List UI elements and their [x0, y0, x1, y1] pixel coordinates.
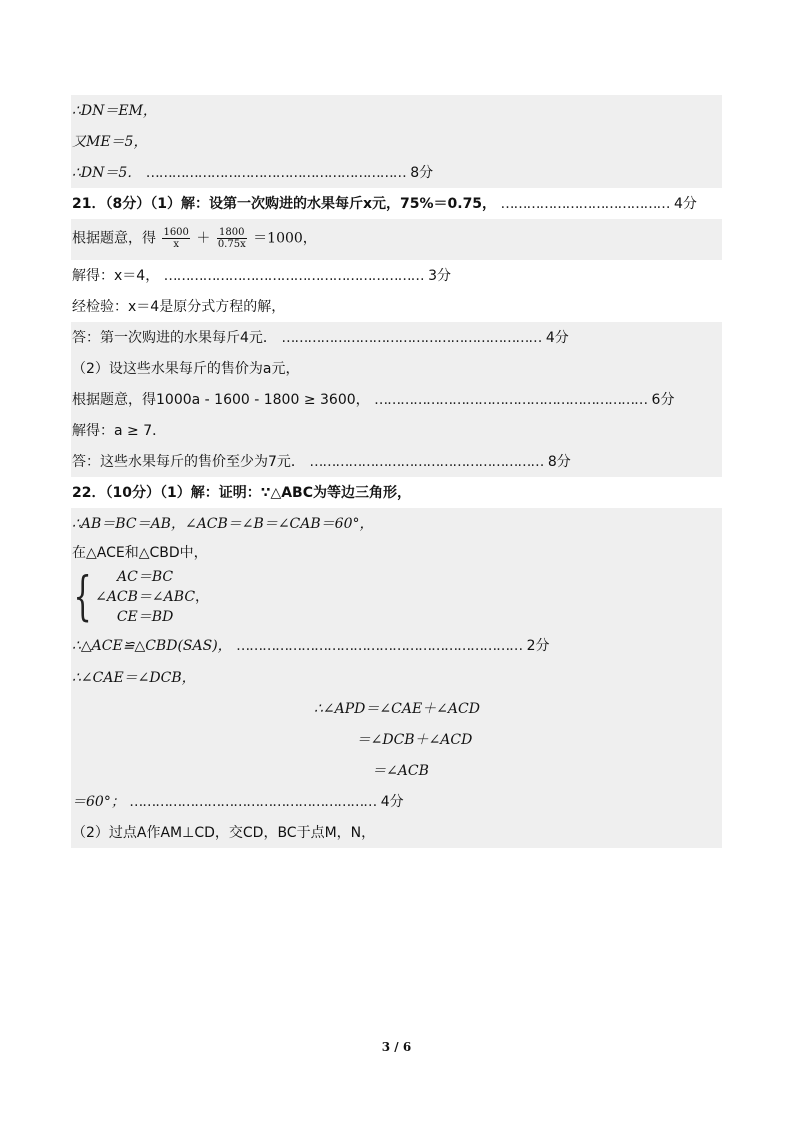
line-text: ∴△ACE≌△CBD(SAS)， — [72, 638, 232, 654]
question-21-header — [71, 188, 722, 219]
plus-sign: ＋ — [196, 230, 211, 247]
line-text: ＝∠DCB＋∠ACD — [356, 732, 473, 748]
fraction-numerator: 1800 — [217, 227, 247, 239]
line-text: （2）设这些水果每斤的售价为a元， — [72, 361, 300, 377]
line-text: （2）过点A作AM⊥CD，交CD，BC于点M，N， — [72, 825, 376, 841]
left-brace-icon: { — [73, 567, 92, 627]
line-angle-dcb — [71, 724, 722, 755]
score-label: 4分 — [673, 196, 697, 212]
score-label: 4分 — [380, 794, 404, 810]
score-leader: …………………………………………………… — [145, 165, 406, 181]
score-label: 6分 — [651, 392, 675, 408]
question-text: 21．（8分）（1）解：设第一次购进的水果每斤x元，75%＝0.75， — [72, 196, 497, 212]
score-leader: ………………………………………………… — [129, 794, 377, 810]
line-text: 答：第一次购进的水果每斤4元． — [72, 330, 277, 346]
line-equal-sides — [71, 508, 722, 539]
line-text: ∴AB＝BC＝AB，∠ACB＝∠B＝∠CAB＝60°， — [72, 516, 374, 532]
score-leader: …………………………………………………… — [281, 330, 542, 346]
line-text: ∴DN＝5． — [72, 165, 142, 181]
score-leader: ……………………………………………………… — [374, 392, 648, 408]
line-answer-2 — [71, 446, 722, 477]
line-text: 根据题意，得 — [72, 230, 156, 247]
score-label: 8分 — [410, 165, 434, 181]
line-angle-acb — [71, 755, 722, 786]
line-text: 经检验：x＝4是原分式方程的解， — [72, 299, 286, 315]
line-equation-setup — [71, 219, 722, 260]
page-number: 3 / 6 — [381, 1040, 412, 1054]
score-label: 3分 — [428, 268, 452, 284]
line-text: ＝∠ACB — [372, 763, 429, 779]
line-60-degrees — [71, 786, 722, 817]
line-text: 根据题意，得1000a - 1600 - 1800 ≥ 3600， — [72, 392, 370, 408]
question-22-header — [71, 477, 722, 508]
system-comma: ， — [195, 589, 210, 605]
question-text: 22．（10分）（1）解：证明：∵△ABC为等边三角形， — [72, 485, 411, 501]
line-text: 答：这些水果每斤的售价至少为7元． — [72, 454, 305, 470]
line-angle-equal — [71, 662, 722, 693]
fraction-1800-075x — [217, 227, 247, 250]
line-dn-5 — [71, 157, 722, 188]
line-me-5 — [71, 126, 722, 157]
score-label: 4分 — [545, 330, 569, 346]
line-text: ∴∠APD＝∠CAE＋∠ACD — [314, 701, 480, 717]
equation-system — [71, 567, 722, 631]
system-lines — [95, 567, 195, 627]
score-leader: …………………………………………………… — [163, 268, 424, 284]
line-dn-em — [71, 95, 722, 126]
line-text: ∴∠CAE＝∠DCB， — [72, 670, 196, 686]
line-verify — [71, 291, 722, 322]
score-leader: ………………………………… — [500, 196, 670, 212]
line-in-triangles — [71, 539, 722, 567]
fraction-numerator: 1600 — [163, 227, 189, 238]
score-label: 2分 — [526, 638, 550, 654]
system-line: AC＝BC — [117, 569, 174, 585]
line-text: ＝60°； — [72, 794, 125, 810]
line-text: 解得：a ≥ 7． — [72, 423, 167, 439]
solution-content — [71, 95, 722, 848]
line-text: ∴DN＝EM， — [72, 103, 157, 119]
fraction-1600-x — [162, 227, 189, 250]
line-solve-a — [71, 415, 722, 446]
system-block — [72, 567, 722, 627]
line-solve-x — [71, 260, 722, 291]
line-text: 又ME＝5， — [72, 134, 148, 150]
score-label: 8分 — [547, 454, 571, 470]
line-text: 解得：x＝4， — [72, 268, 160, 284]
line-inequality — [71, 384, 722, 415]
line-text: ＝1000， — [253, 230, 317, 247]
fraction-denominator: 0.75x — [217, 239, 246, 250]
line-angle-apd — [71, 693, 722, 724]
system-line: CE＝BD — [116, 609, 174, 625]
line-part2-construct — [71, 817, 722, 848]
line-congruent — [71, 631, 722, 662]
system-line: ∠ACB＝∠ABC — [95, 589, 196, 605]
line-part2-setup — [71, 353, 722, 384]
score-leader: ……………………………………………… — [309, 454, 544, 470]
fraction-denominator: x — [173, 239, 179, 250]
line-answer-1 — [71, 322, 722, 353]
score-leader: ………………………………………………………… — [236, 638, 523, 654]
line-text: 在△ACE和△CBD中， — [72, 545, 208, 561]
